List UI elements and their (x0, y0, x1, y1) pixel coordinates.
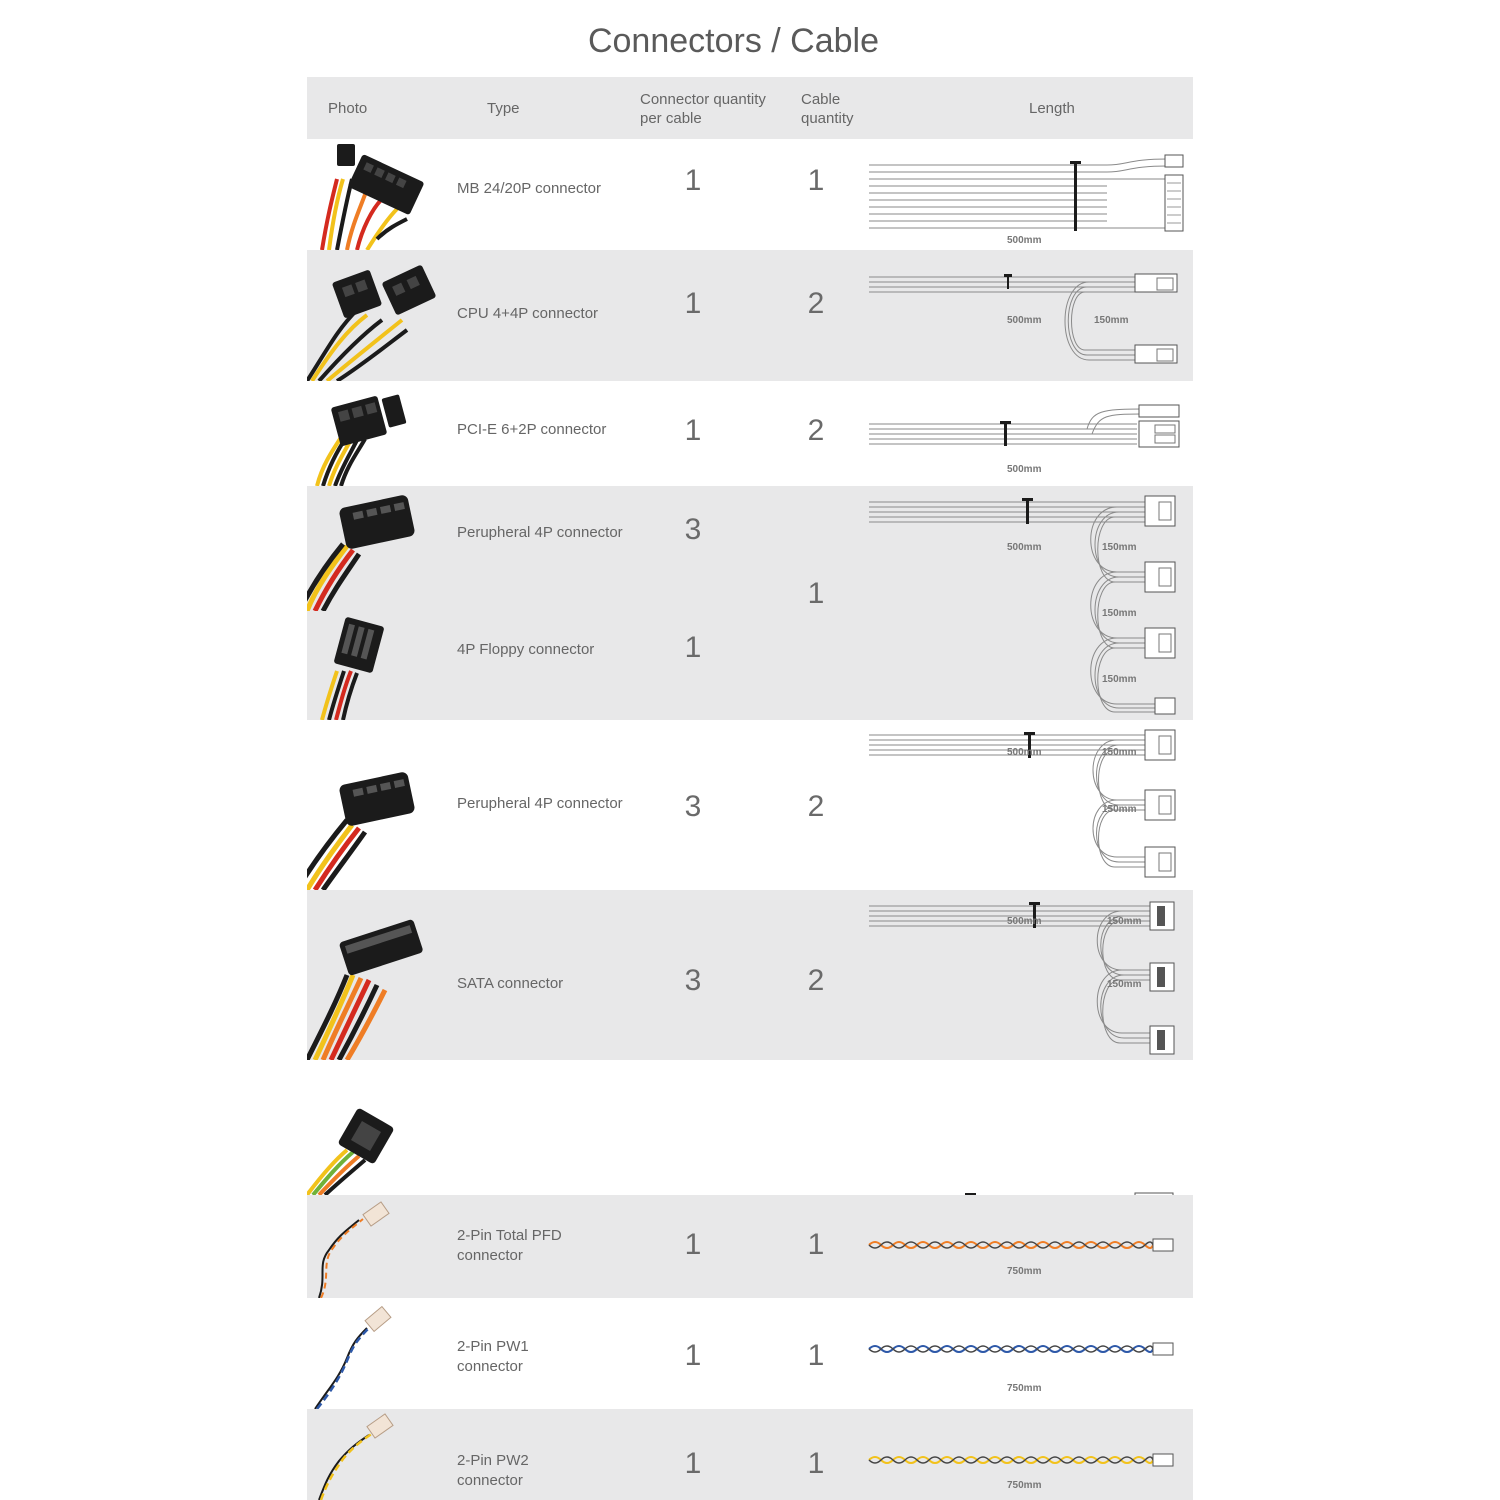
pw1-connector-photo (307, 1298, 437, 1409)
connector-type: CPU 4+4P connector (457, 305, 599, 322)
header-type: Type (487, 100, 520, 117)
pcie-cable-diagram (867, 381, 1193, 486)
mb-24pin-photo (307, 139, 437, 250)
connector-quantity: 3 (684, 513, 702, 546)
cable-quantity: 1 (807, 577, 825, 610)
length-label: 500mm (1007, 464, 1042, 475)
length-label: 500mm (1007, 315, 1042, 326)
header-length: Length (1029, 100, 1075, 117)
table-row (307, 1195, 1193, 1298)
table-row (307, 486, 1193, 720)
connector-type: 2-Pin PW2 connector (457, 1452, 529, 1489)
cable-quantity: 1 (807, 1228, 825, 1261)
connector-quantity: 3 (684, 790, 702, 823)
header-cable-quantity: Cable quantity (801, 91, 854, 127)
connector-quantity: 1 (684, 1447, 702, 1480)
connector-type: 2-Pin Total PFD connector (457, 1227, 562, 1264)
length-label: 500mm (1007, 235, 1042, 246)
pw2-connector-photo (307, 1409, 437, 1500)
cable-quantity: 1 (807, 164, 825, 197)
length-label: 500mm (1007, 916, 1042, 927)
length-label: 150mm (1107, 979, 1142, 990)
connector-type: Perupheral 4P connector (457, 795, 623, 812)
floppy-connector-photo (307, 611, 437, 720)
length-label: 150mm (1102, 674, 1137, 685)
pw1-cable-diagram (867, 1298, 1193, 1409)
cpu-cable-diagram (867, 250, 1193, 381)
sata-connector-photo (307, 890, 437, 1060)
table-row (307, 1060, 1193, 1195)
connector-type: Perupheral 4P connector (457, 524, 623, 541)
pmbus-connector-photo (307, 1060, 437, 1195)
pcie-connector-photo (307, 381, 437, 486)
table-row (307, 1409, 1193, 1500)
cable-quantity: 2 (807, 287, 825, 320)
length-label: 500mm (1007, 747, 1042, 758)
length-label: 150mm (1102, 542, 1137, 553)
connector-type: 4P Floppy connector (457, 641, 595, 658)
pfd-connector-photo (307, 1195, 437, 1298)
connector-type: SATA connector (457, 975, 564, 992)
length-label: 150mm (1107, 916, 1142, 927)
connector-type: PCI-E 6+2P connector (457, 421, 607, 438)
table-row (307, 720, 1193, 890)
connector-quantity: 1 (684, 631, 702, 664)
table-row (307, 890, 1193, 1060)
length-label: 150mm (1094, 315, 1129, 326)
mb-cable-diagram (867, 139, 1193, 250)
peripheral-floppy-cable-diagram (867, 486, 1193, 720)
molex-connector-photo (307, 720, 437, 890)
cable-quantity: 2 (807, 414, 825, 447)
table-row (307, 250, 1193, 381)
table-header (307, 77, 1193, 139)
length-label: 750mm (1007, 1383, 1042, 1394)
header-photo: Photo (328, 100, 368, 117)
connector-quantity: 1 (684, 414, 702, 447)
table-row (307, 139, 1193, 250)
length-label: 500mm (1007, 542, 1042, 553)
cable-quantity: 2 (807, 964, 825, 997)
connector-quantity: 1 (684, 1339, 702, 1372)
molex-connector-photo (307, 486, 437, 611)
cable-quantity: 1 (807, 1339, 825, 1372)
connector-type: MB 24/20P connector (457, 180, 601, 197)
connector-type: 2-Pin PW1 connector (457, 1338, 529, 1375)
connector-quantity: 1 (684, 287, 702, 320)
length-label: 150mm (1102, 608, 1137, 619)
sata-cable-diagram (867, 890, 1193, 1060)
connector-quantity: 1 (684, 164, 702, 197)
connector-quantity: 1 (684, 1228, 702, 1261)
cable-quantity: 1 (807, 1447, 825, 1480)
connector-quantity: 3 (684, 964, 702, 997)
length-label: 150mm (1102, 804, 1137, 815)
table-row (307, 381, 1193, 486)
pw2-cable-diagram (867, 1409, 1193, 1500)
page-title: Connectors / Cable (587, 22, 880, 60)
cable-quantity: 2 (807, 790, 825, 823)
length-label: 150mm (1102, 747, 1137, 758)
length-label: 750mm (1007, 1480, 1042, 1491)
length-label: 750mm (1007, 1266, 1042, 1277)
pfd-cable-diagram (867, 1195, 1193, 1298)
cpu-connector-photo (307, 250, 447, 381)
header-connector-quantity: Connector quantity per cable (640, 91, 766, 127)
peripheral-cable-diagram (867, 720, 1193, 890)
table-row (307, 1298, 1193, 1409)
